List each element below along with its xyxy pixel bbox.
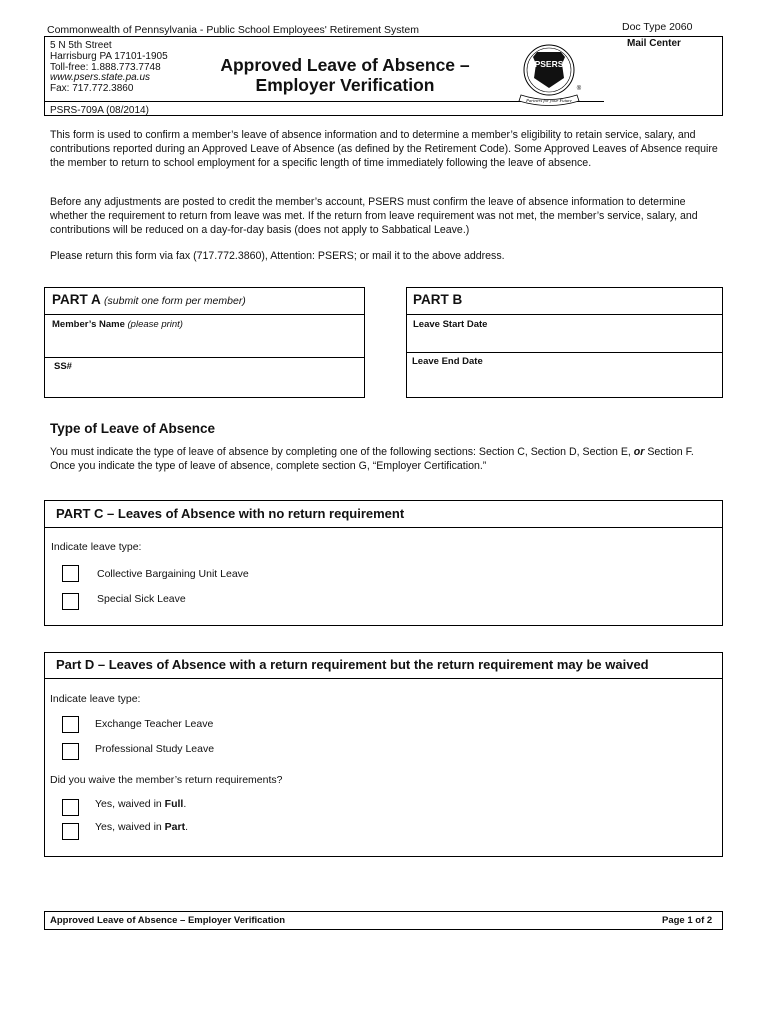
part-d-indicate-label: Indicate leave type:: [50, 693, 141, 705]
leave-start-date-field[interactable]: Leave Start Date: [413, 319, 488, 330]
part-a-divider: [44, 314, 365, 315]
collective-bargaining-label: Collective Bargaining Unit Leave: [97, 568, 249, 580]
form-title-line1: Approved Leave of Absence –: [220, 55, 470, 75]
waived-full-prefix: Yes, waived in: [95, 798, 165, 810]
psers-keystone-logo: [515, 40, 587, 108]
footer-form-name: Approved Leave of Absence – Employer Verification: [50, 915, 286, 926]
part-c-title: PART C – Leaves of Absence with no return requirement: [56, 506, 405, 521]
special-sick-leave-checkbox[interactable]: [62, 593, 79, 610]
part-c-indicate-label: Indicate leave type:: [51, 541, 142, 553]
part-b-divider: [406, 314, 723, 315]
logo-banner: Partners for your Future: [526, 98, 572, 103]
part-a-heading: PART A: [52, 292, 101, 307]
waive-question: Did you waive the member’s return requirements?: [50, 774, 283, 786]
part-b-title: PART B: [413, 292, 463, 307]
waived-full-checkbox[interactable]: [62, 799, 79, 816]
logo-registered: ®: [576, 86, 582, 92]
instructions-text: Section F. Once you indicate the type of leave of absence, complete section G, “Employer Certification.”: [50, 446, 694, 472]
instructions-text: You must indicate the type of leave of absence by completing one of the following sections: Section C, Section D, Section E,: [50, 446, 634, 458]
member-name-field[interactable]: [52, 319, 183, 330]
instructions-or: or: [633, 446, 645, 458]
part-d-title: Part D – Leaves of Absence with a return requirement but the return requirement may be waived: [56, 657, 649, 672]
part-b-divider: [406, 352, 723, 353]
waived-part-period: .: [185, 821, 189, 833]
part-c-divider: [44, 527, 723, 528]
agency-name: Commonwealth of Pennsylvania - Public School Employees' Retirement System: [47, 24, 420, 36]
form-title: [200, 55, 490, 95]
doc-type: Doc Type 2060: [622, 21, 693, 33]
part-a-subtitle: (submit one form per member): [104, 295, 246, 307]
type-of-leave-instructions: [50, 445, 720, 473]
intro-paragraph-3: Please return this form via fax (717.772.3860), Attention: PSERS; or mail it to the above address.: [50, 250, 505, 262]
exchange-teacher-checkbox[interactable]: [62, 716, 79, 733]
address-block: [50, 41, 168, 95]
intro-paragraph-1: This form is used to confirm a member’s leave of absence information and to determine a member’s eligibility to retain service, salary, and contributions reported during an Approved Leave of Absence (as defined by the Retirement Code). Some Approved Leaves of Absence require the member to return to school employment for a specific length of time immediately following the leave of absence.: [50, 129, 718, 169]
logo-text: PSERS: [534, 59, 564, 69]
exchange-teacher-label: Exchange Teacher Leave: [95, 718, 214, 730]
fax-number: Fax: 717.772.3860: [50, 83, 134, 95]
form-number: PSRS-709A (08/2014): [50, 105, 149, 116]
member-name-hint: (please print): [127, 319, 183, 330]
leave-end-date-field[interactable]: Leave End Date: [412, 356, 483, 367]
waived-full-bold: Full: [164, 798, 184, 810]
tollfree-number: Toll-free: 1.888.773.7748: [50, 61, 161, 73]
waived-part-checkbox[interactable]: [62, 823, 79, 840]
special-sick-leave-label: Special Sick Leave: [97, 593, 186, 605]
intro-paragraph-2: Before any adjustments are posted to credit the member’s account, PSERS must confirm the leave of absence information to determine whether the requirement to return from leave was met. If the return from leave requirement was not met, the member’s service, salary, and contributions will be reduced on a day-for-day basis (does not apply to Sabbatical Leave.): [50, 196, 698, 236]
professional-study-checkbox[interactable]: [62, 743, 79, 760]
collective-bargaining-checkbox[interactable]: [62, 565, 79, 582]
waived-part-bold: Part: [164, 821, 186, 833]
website-link[interactable]: www.psers.state.pa.us: [50, 72, 151, 84]
part-d-divider: [44, 678, 723, 679]
member-name-label: Member’s Name: [52, 319, 125, 330]
address-city: Harrisburg PA 17101-1905: [50, 50, 168, 62]
waived-part-prefix: Yes, waived in: [95, 821, 165, 833]
waived-full-period: .: [183, 798, 187, 810]
part-a-title: [52, 292, 246, 307]
type-of-leave-heading: Type of Leave of Absence: [50, 421, 216, 436]
address-street: 5 N 5th Street: [50, 40, 112, 51]
part-a-divider: [44, 357, 365, 358]
waived-part-label: [95, 821, 188, 833]
waived-full-label: [95, 798, 186, 810]
ssn-field[interactable]: SS#: [54, 361, 72, 372]
mail-center-label: Mail Center: [627, 38, 681, 49]
form-title-line2: Employer Verification: [255, 75, 435, 95]
professional-study-label: Professional Study Leave: [95, 743, 215, 755]
footer-page-number: Page 1 of 2: [662, 915, 713, 926]
